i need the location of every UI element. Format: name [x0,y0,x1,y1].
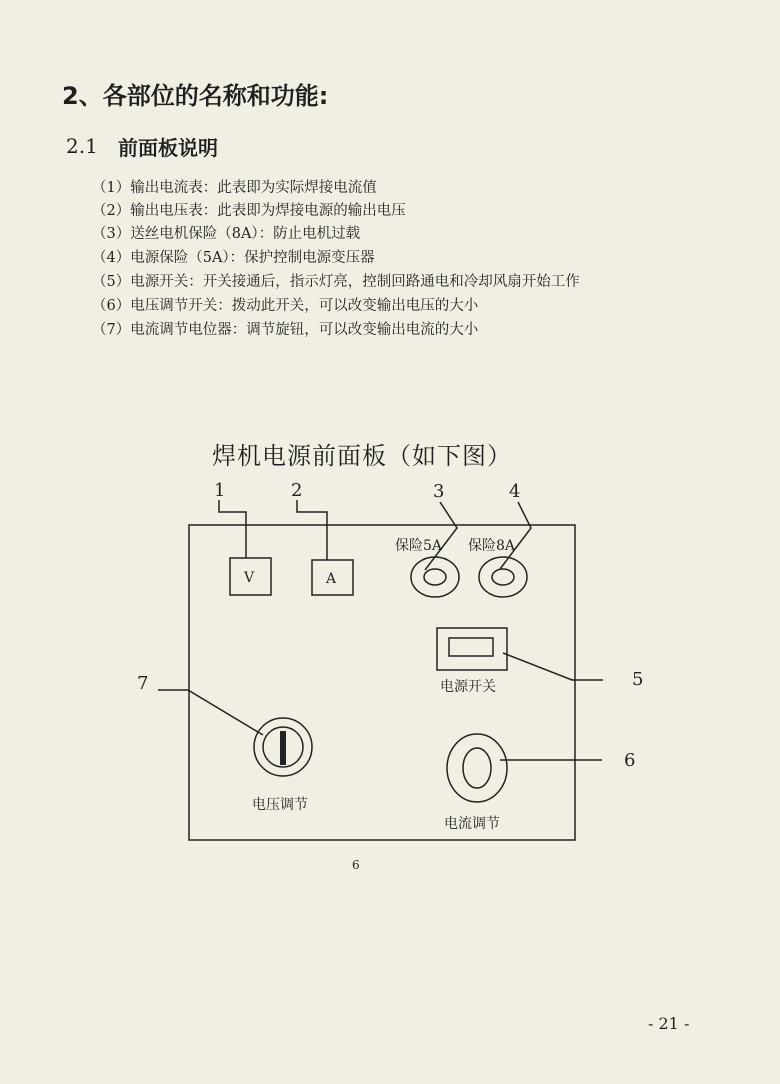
small-mark: 6 [352,858,360,872]
leader-5 [503,653,603,680]
power-switch-label: 电源开关 [440,679,496,695]
item-voltage-switch: （6）电压调节开关：拨动此开关，可以改变输出电压的大小 [92,298,479,314]
leader-7 [158,690,263,735]
subsection-title: 前面板说明 [118,136,218,160]
current-knob-inner [463,748,491,788]
page-number: - 21 - [648,1014,690,1033]
item-power-switch: （5）电源开关：开关接通后，指示灯亮，控制回路通电和冷却风扇开始工作 [92,274,580,290]
fuse-5a-label: 保险5A [395,538,443,554]
voltmeter-label: V [244,570,255,586]
item-ammeter: （1）输出电流表：此表即为实际焊接电流值 [92,180,377,196]
leader-1 [219,500,246,558]
fuse-5a-outer [411,557,459,597]
leader-4 [500,502,531,569]
callout-5: 5 [632,669,644,690]
current-adjust-label: 电流调节 [444,816,500,832]
fuse-8a-inner [492,569,514,585]
fuse-8a-outer [479,557,527,597]
item-current-pot: （7）电流调节电位器：调节旋钮，可以改变输出电流的大小 [92,322,479,338]
callout-7: 7 [137,673,149,694]
fuse-5a-inner [424,569,446,585]
power-switch-inner [449,638,493,656]
leader-3 [425,502,457,570]
section-title: 2、各部位的名称和功能: [62,82,329,110]
item-voltmeter: （2）输出电压表：此表即为焊接电源的输出电压 [92,203,406,219]
power-switch-outer [437,628,507,670]
current-knob-outer [447,734,507,802]
subsection-number: 2.1 [66,134,98,158]
diagram-caption: 焊机电源前面板（如下图） [212,442,512,470]
callout-3: 3 [433,481,445,502]
fuse-8a-label: 保险8A [468,538,516,554]
voltage-adjust-label: 电压调节 [252,797,308,813]
item-motor-fuse: （3）送丝电机保险（8A）：防止电机过载 [92,226,361,242]
callout-2: 2 [291,480,303,501]
callout-4: 4 [509,481,521,502]
callout-1: 1 [214,480,226,501]
item-power-fuse: （4）电源保险（5A）：保护控制电源变压器 [92,250,375,266]
callout-6: 6 [624,750,636,771]
leader-2 [297,500,327,560]
voltage-knob-pointer [280,731,286,765]
ammeter-label: A [326,571,337,587]
